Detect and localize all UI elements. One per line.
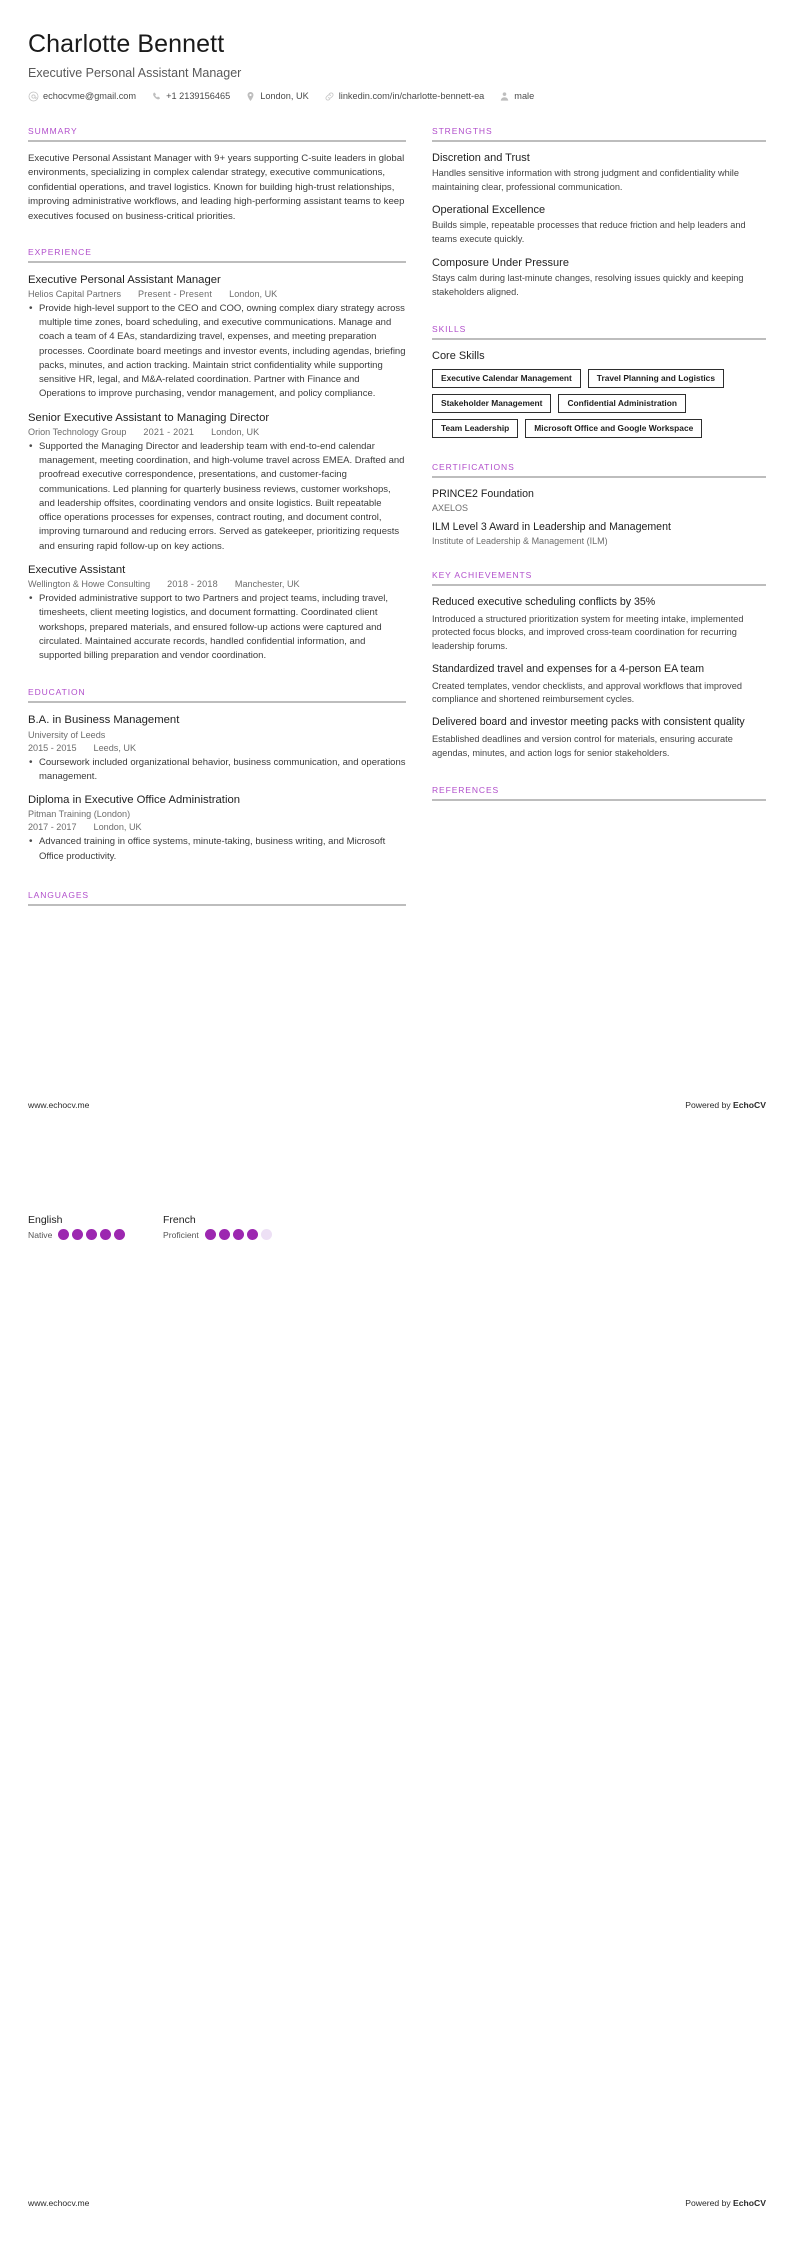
section-references <box>432 785 766 801</box>
contact-row <box>28 91 766 102</box>
education-entry <box>28 713 406 784</box>
section-achievements <box>432 570 766 761</box>
certification-org: Institute of Leadership & Management (ILM) <box>432 535 608 546</box>
powered-prefix: Powered by <box>685 1100 734 1110</box>
education-school: University of Leeds <box>28 729 106 740</box>
section-languages <box>28 890 406 906</box>
experience-dates: 2018 - 2018 <box>167 579 218 590</box>
achievement-title: Standardized travel and expenses for a 4-person EA team <box>432 662 705 675</box>
section-rule <box>432 476 766 478</box>
experience-bullets <box>28 592 406 663</box>
contact-gender <box>499 91 534 102</box>
language-name: French <box>163 1214 196 1226</box>
experience-role: Executive Assistant <box>28 563 126 576</box>
left-column <box>28 126 432 922</box>
resume-columns <box>28 126 766 922</box>
contact-phone-text: +1 2139156465 <box>166 91 231 102</box>
rating-dot <box>247 1229 258 1240</box>
location-pin-icon <box>245 91 256 102</box>
education-bullets <box>28 835 406 864</box>
achievement-title: Delivered board and investor meeting packs with consistent quality <box>432 716 745 729</box>
strength-item <box>432 204 766 247</box>
experience-org: Wellington & Howe Consulting <box>28 579 151 590</box>
achievement-desc: Introduced a structured prioritization system for meeting intake, implemented protected focus blocks, and improved cross-team coordination for recurring leadership forums. <box>432 613 744 652</box>
section-strengths <box>432 126 766 300</box>
language-rating-dots <box>58 1229 125 1240</box>
resume-header <box>28 30 766 102</box>
education-list <box>28 713 406 864</box>
footer-url: www.echocv.me <box>28 2198 90 2208</box>
skills-group-title: Core Skills <box>432 349 485 362</box>
experience-bullets <box>28 440 406 554</box>
language-item <box>28 1214 163 1240</box>
section-title-strengths: STRENGTHS <box>432 125 493 136</box>
section-title-achievements: KEY ACHIEVEMENTS <box>432 569 533 580</box>
powered-brand: EchoCV <box>733 2198 766 2208</box>
right-column <box>432 126 766 817</box>
skill-chip: Travel Planning and Logistics <box>588 369 724 388</box>
achievement-item <box>432 596 766 654</box>
experience-entry <box>28 273 406 402</box>
section-title-languages: LANGUAGES <box>28 889 90 900</box>
candidate-headline: Executive Personal Assistant Manager <box>28 65 242 80</box>
section-rule <box>432 584 766 586</box>
achievement-desc: Established deadlines and version control for materials, ensuring accurate agendas, minutes, and action logs for senior stakeholders. <box>432 734 733 758</box>
strength-desc: Builds simple, repeatable processes that reduce friction and help leaders and teams execute quickly. <box>432 220 746 245</box>
experience-meta <box>28 427 406 437</box>
experience-meta <box>28 579 406 589</box>
experience-meta <box>28 289 406 299</box>
person-icon <box>499 91 510 102</box>
education-dates: 2017 - 2017 <box>28 822 77 833</box>
achievement-item <box>432 716 766 760</box>
section-rule <box>28 261 406 263</box>
rating-dot <box>72 1229 83 1240</box>
experience-location: Manchester, UK <box>234 579 300 590</box>
rating-dot <box>205 1229 216 1240</box>
section-rule <box>432 140 766 142</box>
powered-brand: EchoCV <box>733 1100 766 1110</box>
skills-body <box>432 350 766 439</box>
strength-desc: Stays calm during last-minute changes, resolving issues quickly and keeping stakeholders aligned. <box>432 272 744 297</box>
strength-name: Composure Under Pressure <box>432 256 569 269</box>
experience-list <box>28 273 406 664</box>
strength-item <box>432 152 766 195</box>
list-item: • Supported the Managing Director and leadership team with end-to-end calendar management, meeting coordination, and high-volume travel across EMEA. Drafted and proofread executive correspondence, presentations, and customer-facing communications. Led planning for quarterly business reviews, customer workshops, and leadership offsites, coordinating vendors and onsite logistics. Built repeatable office operations processes for expenses, contract routing, and document control, improving turnaround and reducing errors. Served as gatekeeper, prioritizing requests and ensuring rapid follow-up on key actions. <box>28 440 406 554</box>
experience-org: Orion Technology Group <box>28 426 127 437</box>
rating-dot <box>261 1229 272 1240</box>
strength-name: Operational Excellence <box>432 204 546 217</box>
contact-linkedin[interactable] <box>324 91 485 102</box>
section-education <box>28 687 406 864</box>
skill-chip: Confidential Administration <box>558 394 686 413</box>
contact-gender-text: male <box>514 91 535 102</box>
phone-icon <box>151 91 162 102</box>
education-dates: 2015 - 2015 <box>28 742 77 753</box>
achievement-desc: Created templates, vendor checklists, and approval workflows that improved compliance and shortened reimbursement cycles. <box>432 680 742 705</box>
contact-email[interactable] <box>28 91 136 102</box>
section-title-summary: SUMMARY <box>28 125 78 136</box>
experience-dates: 2021 - 2021 <box>143 426 195 437</box>
skill-chip: Stakeholder Management <box>432 394 551 413</box>
language-rating-dots <box>205 1229 272 1240</box>
language-item <box>163 1214 298 1240</box>
section-title-certifications: CERTIFICATIONS <box>432 462 515 473</box>
education-meta <box>28 743 406 753</box>
experience-entry <box>28 563 406 664</box>
experience-role: Senior Executive Assistant to Managing Director <box>28 411 270 424</box>
education-meta <box>28 822 406 832</box>
certifications-list <box>432 488 766 546</box>
experience-role: Executive Personal Assistant Manager <box>28 273 221 286</box>
education-entry <box>28 793 406 864</box>
skill-chip: Team Leadership <box>432 419 518 438</box>
contact-linkedin-text: linkedin.com/in/charlotte-bennett-ea <box>338 91 485 102</box>
language-level: Native <box>28 1229 53 1240</box>
achievement-title: Reduced executive scheduling conflicts by 35% <box>432 595 656 608</box>
education-school-row <box>28 809 406 819</box>
section-rule <box>28 140 406 142</box>
achievements-list <box>432 596 766 761</box>
link-icon <box>324 91 335 102</box>
contact-location-text: London, UK <box>260 91 309 102</box>
section-experience <box>28 247 406 664</box>
rating-dot <box>219 1229 230 1240</box>
mid-footer-url: www.echocv.me <box>28 1100 90 1110</box>
section-rule <box>28 904 406 906</box>
experience-org: Helios Capital Partners <box>28 288 121 299</box>
certification-item <box>432 488 766 513</box>
skill-chip: Executive Calendar Management <box>432 369 581 388</box>
skill-chip: Microsoft Office and Google Workspace <box>525 419 702 438</box>
list-item: • Provide high-level support to the CEO and COO, owning complex diary strategy across multiple time zones, board scheduling, and executive communications. Manage and coach a team of 4 EAs, standardizing travel, expenses, and meeting preparation processes. Coordinate board meetings and investor events, including agendas, briefing packs, minutes, and action tracking. Maintain strict confidentiality while supporting sensitive HR, legal, and M&A-related coordination. Partner with Finance and Operations to improve purchasing, vendor management, and policy compliance. <box>28 302 406 402</box>
candidate-name: Charlotte Bennett <box>28 30 225 58</box>
rating-dot <box>86 1229 97 1240</box>
education-degree: B.A. in Business Management <box>28 714 180 727</box>
mid-footer-powered <box>685 1100 766 1110</box>
experience-dates: Present - Present <box>138 288 213 299</box>
rating-dot <box>100 1229 111 1240</box>
language-level: Proficient <box>163 1229 199 1240</box>
list-item: • Advanced training in office systems, minute-taking, business writing, and Microsoft Office productivity. <box>28 835 406 864</box>
language-name: English <box>28 1214 63 1226</box>
education-school: Pitman Training (London) <box>28 809 131 820</box>
footer-powered <box>685 2198 766 2208</box>
rating-dot <box>58 1229 69 1240</box>
section-skills <box>432 324 766 439</box>
contact-location <box>245 91 309 102</box>
strength-desc: Handles sensitive information with strong judgment and confidentiality while maintaining clear, professional communication. <box>432 167 739 192</box>
certification-name: ILM Level 3 Award in Leadership and Management <box>432 521 671 533</box>
skill-chips <box>432 369 766 439</box>
education-degree: Diploma in Executive Office Administration <box>28 794 241 807</box>
education-location: London, UK <box>93 822 142 833</box>
powered-prefix: Powered by <box>685 2198 734 2208</box>
certification-item <box>432 521 766 546</box>
education-bullets <box>28 756 406 785</box>
section-title-education: EDUCATION <box>28 687 86 698</box>
list-item: • Provided administrative support to two Partners and project teams, including travel, timesheets, client meeting logistics, and document formatting. Coordinated client workshops, prepared materials, and ensured follow-up actions were captured and circulated. Maintained accurate records, handled confidential information, and supported billing preparation and vendor coordination. <box>28 592 406 663</box>
education-location: Leeds, UK <box>93 742 137 753</box>
contact-phone[interactable] <box>151 91 230 102</box>
page-footer <box>28 2198 766 2208</box>
experience-location: London, UK <box>229 288 278 299</box>
education-school-row <box>28 730 406 740</box>
strengths-list <box>432 152 766 300</box>
rating-dot <box>114 1229 125 1240</box>
experience-location: London, UK <box>211 426 260 437</box>
section-summary <box>28 126 406 225</box>
section-rule <box>432 799 766 801</box>
achievement-item <box>432 663 766 707</box>
certification-name: PRINCE2 Foundation <box>432 488 534 501</box>
contact-email-text: echocvme@gmail.com <box>43 91 137 102</box>
certification-org: AXELOS <box>432 503 469 513</box>
section-title-skills: SKILLS <box>432 323 467 334</box>
summary-text: Executive Personal Assistant Manager with 9+ years supporting C-suite leaders in global environments, specializing in complex calendar strategy, executive communications, confidential operations, and travel logistics. Known for building high-trust relationships, improving administrative workflows, and leading high-performing assistant teams to keep executives focused on business-critical priorities. <box>28 152 405 223</box>
languages-block <box>28 1162 298 1240</box>
email-icon <box>28 91 39 102</box>
section-title-experience: EXPERIENCE <box>28 246 92 257</box>
list-item: • Coursework included organizational behavior, business communication, and operations management. <box>28 756 406 785</box>
experience-entry <box>28 411 406 554</box>
rating-dot <box>233 1229 244 1240</box>
experience-bullets <box>28 302 406 402</box>
section-title-references: REFERENCES <box>432 784 500 795</box>
strength-item <box>432 257 766 300</box>
section-rule <box>28 701 406 703</box>
strength-name: Discretion and Trust <box>432 151 530 164</box>
section-certifications <box>432 462 766 546</box>
section-rule <box>432 338 766 340</box>
